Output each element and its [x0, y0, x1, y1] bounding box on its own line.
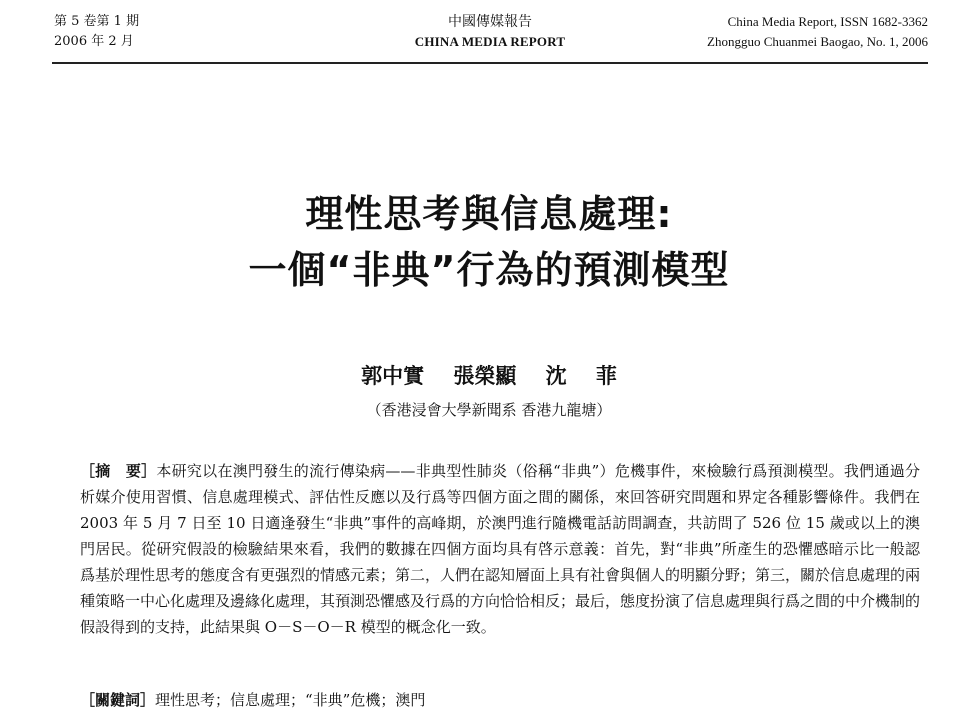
journal-name-cn: 中國傳媒報告: [448, 14, 532, 30]
issue-date: 2006 年 2 月: [54, 34, 134, 49]
abstract: [80, 458, 920, 640]
abstract-text: 本研究以在澳門發生的流行傳染病——非典型性肺炎（俗稱“非典”）危機事件，來檢驗行爲預測模型。我們通過分析媒介使用習慣、信息處理模式、評估性反應以及行爲等四個方面之間的關係，來回答研究問題和界定各種影響條件。我們在 2003 年 5 月 7 日至 10 日適逢發生“非典”事件的高峰期，於澳門進行隨機電話訪問調查，共訪問了 526 位 15 歲或以上的澳門居民。從研究假設的檢驗結果來看，我們的數據在四個方面均具有啓示意義：首先，對“非典”所產生的恐懼感暗示比一般認爲基於理性思考的態度含有更强烈的情感元素；第二，人們在認知層面上具有社會與個人的明顯分野；第三，關於信息處理的兩種策略一中心化處理及邊緣化處理，其預測恐懼感及行爲的方向恰恰相反；最后，態度扮演了信息處理與行爲之間的中介機制的假設得到的支持，此結果與 O－S－O－R 模型的概念化一致。: [80, 462, 921, 636]
volume-issue: 第 5 卷第 1 期: [54, 14, 140, 29]
author-affiliation: （香港浸會大學新聞系 香港九龍塘）: [366, 401, 612, 419]
keywords-label: ［關鍵詞］: [80, 691, 156, 709]
journal-name-en: CHINA MEDIA REPORT: [414, 34, 566, 49]
abstract-label: ［摘 要］: [80, 462, 157, 480]
journal-header: [52, 12, 928, 64]
keywords-text: 理性思考；信息處理；“非典”危機；澳門: [155, 691, 426, 709]
journal-issn: China Media Report, ISSN 1682-3362: [727, 14, 928, 29]
title-line-1: 理性思考與信息處理:: [305, 192, 673, 236]
article-title: [0, 186, 978, 298]
title-line-2: 一個“非典”行為的預測模型: [248, 248, 730, 292]
journal-pinyin: Zhongguo Chuanmei Baogao, No. 1, 2006: [707, 34, 928, 49]
header-right: [707, 12, 928, 52]
keywords: [80, 688, 920, 712]
author-list: 郭中實 張榮顯 沈 菲: [361, 364, 617, 388]
